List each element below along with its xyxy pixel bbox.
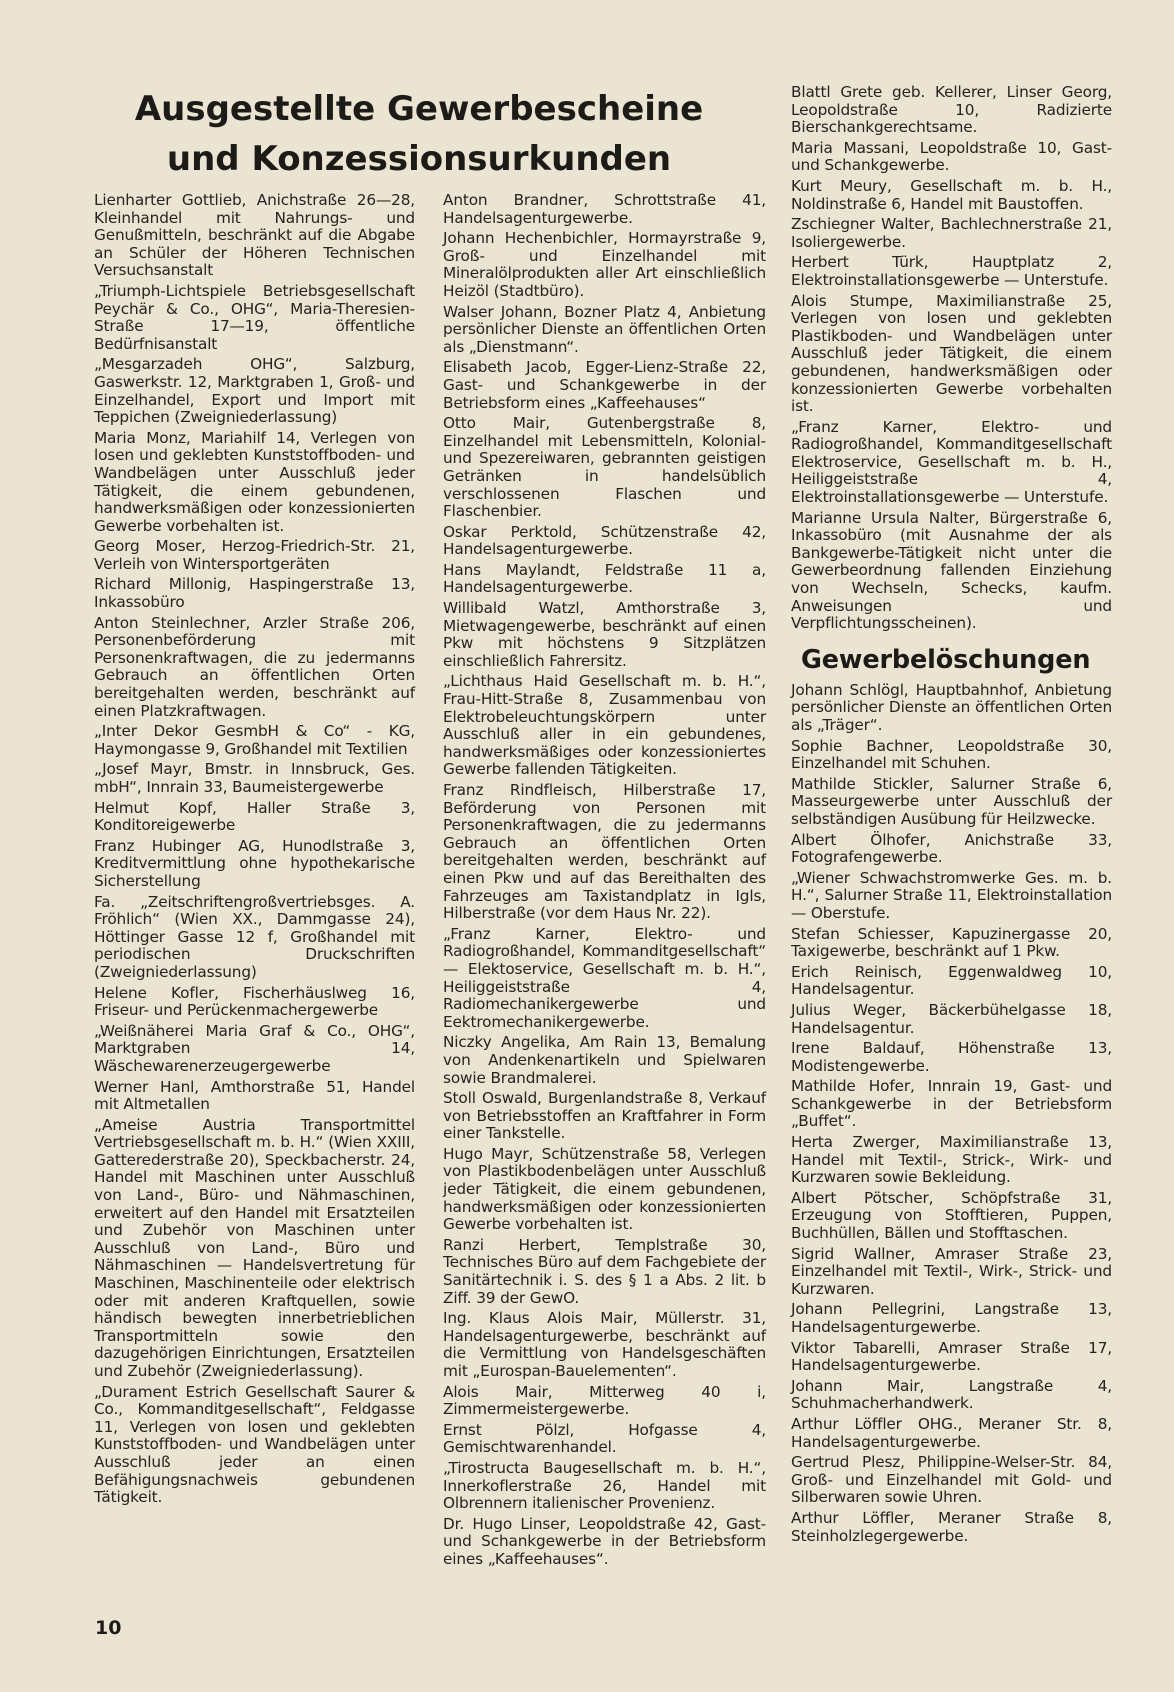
license-entry: Albert Ölhofer, Anichstraße 33, Fotografengewerbe.: [791, 830, 1112, 867]
title-line-2: und Konzessionsurkunden: [166, 139, 672, 179]
license-entry: „Mesgarzadeh OHG“, Salzburg, Gaswerkstr. 12, Marktgraben 1, Groß- und Einzelhandel, Export und Import mit Teppichen (Zweigniederlassung): [94, 355, 415, 427]
license-entry: Werner Hanl, Amthorstraße 51, Handel mit Altmetallen: [94, 1077, 415, 1114]
license-entry: Ing. Klaus Alois Mair, Müllerstr. 31, Handelsagenturgewerbe, beschränkt auf die Vermittlung von Handelsgeschäften mit „Eurospan-Bauelementen“.: [443, 1309, 766, 1380]
license-entry: „Josef Mayr, Bmstr. in Innsbruck, Ges. mbH“, Innrain 33, Baumeistergewerbe: [94, 760, 415, 796]
license-entry: Herta Zwerger, Maximilianstraße 13, Handel mit Textil-, Strick-, Wirk- und Kurzwaren sowie Bekleidung.: [791, 1133, 1112, 1187]
license-entry: Dr. Hugo Linser, Leopoldstraße 42, Gast- und Schankgewerbe in der Betriebsform eines „Kaffeehauses“.: [443, 1514, 766, 1568]
license-entry: „Ameise Austria Transportmittel Vertriebsgesellschaft m. b. H.“ (Wien XXIII, Gatterederstraße 20), Speckbacherstr. 24, Handel mit Maschinen unter Ausschluß von Land-, Büro- und Nähmaschinen, erweitert auf den Handel mit Ersatzteilen und Zubehör von Maschinen unter Ausschluß von Land-, Büro und Nähmaschinen — Handelsvertretung für Maschinen, Maschinenteile oder elektrisch oder mit anderen Kraftquellen, sowie händisch bewegten innerbetrieblichen Transportmitteln sowie den dazugehörigen Einrichtungen, Ersatzteilen und Zubehör (Zweigniederlassung).: [94, 1115, 415, 1380]
license-entry: „Inter Dekor GesmbH & Co“ - KG, Haymongasse 9, Großhandel mit Textilien: [94, 722, 415, 758]
license-entry: Irene Baldauf, Höhenstraße 13, Modistengewerbe.: [791, 1039, 1112, 1075]
license-entry: Hans Maylandt, Feldstraße 11 a, Handelsagenturgewerbe.: [443, 560, 766, 597]
license-entry: Helene Kofler, Fischerhäuslweg 16, Friseur- und Perückenmachergewerbe: [94, 983, 415, 1020]
license-entry: „Durament Estrich Gesellschaft Saurer & Co., Kommanditgesellschaft“, Feldgasse 11, Verlegen von losen und geklebten Kunststoffboden- und Wandbelägen unter Ausschluß jeder an einen Befähigungsnachweis gebundenen Tätigkeit.: [94, 1382, 415, 1507]
license-entry: Marianne Ursula Nalter, Bürgerstraße 6, Inkassobüro (mit Ausnahme der als Bankgewerbe-Tätigkeit nicht unter die Gewerbeordnung fallenden Einziehung von Wechseln, Schecks, kaufm. Anweisungen und Verpflichtungsscheinen).: [791, 508, 1112, 633]
license-entry: Ernst Pölzl, Hofgasse 4, Gemischtwarenhandel.: [443, 1420, 766, 1457]
license-entry: Franz Hubinger AG, Hunodlstraße 3, Kreditvermittlung ohne hypothekarische Sicherstellung: [94, 836, 415, 890]
license-entry: Stefan Schiesser, Kapuzinergasse 20, Taxigewerbe, beschränkt auf 1 Pkw.: [791, 924, 1112, 961]
license-entry: Anton Brandner, Schrottstraße 41, Handelsagenturgewerbe.: [443, 191, 766, 227]
license-entry: Hugo Mayr, Schützenstraße 58, Verlegen von Plastikbodenbelägen unter Ausschluß jeder Tätigkeit, die einem gebundenen, handwerksmäßigen oder konzessionierten Gewerbe vorbehalten ist.: [443, 1144, 766, 1234]
column-middle: [443, 192, 766, 1572]
license-entry: Sigrid Wallner, Amraser Straße 23, Einzelhandel mit Textil-, Wirk-, Strick- und Kurzwaren.: [791, 1244, 1112, 1298]
license-entry: „Weißnäherei Maria Graf & Co., OHG“, Marktgraben 14, Wäschewarenerzeugergewerbe: [94, 1021, 415, 1075]
license-entry: Maria Massani, Leopoldstraße 10, Gast- und Schankgewerbe.: [791, 138, 1112, 175]
license-entry: Fa. „Zeitschriftengroßvertriebsges. A. Fröhlich“ (Wien XX., Dammgasse 24), Höttinger Gasse 12 f, Großhandel mit periodischen Druckschriften (Zweigniederlassung): [94, 892, 415, 981]
license-entry: Arthur Löffler OHG., Meraner Str. 8, Handelsagenturgewerbe.: [791, 1414, 1112, 1451]
license-entry: Johann Hechenbichler, Hormayrstraße 9, Groß- und Einzelhandel mit Mineralölprodukten aller Art einschließlich Heizöl (Stadtbüro).: [443, 229, 766, 300]
column-right-issued-list: [791, 84, 1112, 633]
license-entry: Richard Millonig, Haspingerstraße 13, Inkassobüro: [94, 575, 415, 612]
column-right: [791, 84, 1112, 1548]
license-entry: Niczky Angelika, Am Rain 13, Bemalung von Andenkenartikeln und Spielwaren sowie Brandmalerei.: [443, 1033, 766, 1087]
license-entry: Ranzi Herbert, Templstraße 30, Technisches Büro auf dem Fachgebiete der Sanitärtechnik i. S. des § 1 a Abs. 2 lit. b Ziff. 39 der GewO.: [443, 1235, 766, 1307]
license-entry: Georg Moser, Herzog-Friedrich-Str. 21, Verleih von Wintersportgeräten: [94, 537, 415, 573]
license-entry: Viktor Tabarelli, Amraser Straße 17, Handelsagenturgewerbe.: [791, 1338, 1112, 1375]
license-entry: Albert Pötscher, Schöpfstraße 31, Erzeugung von Stofftieren, Puppen, Buchhüllen, Bällen und Stofftaschen.: [791, 1188, 1112, 1243]
license-entry: Anton Steinlechner, Arzler Straße 206, Personenbeförderung mit Personenkraftwagen, die zu jedermanns Gebrauch an öffentlichen Orten bereitgehalten werden, beschränkt auf einen Platzkraftwagen.: [94, 613, 415, 720]
license-entry: „Triumph-Lichtspiele Betriebsgesellschaft Peychär & Co., OHG“, Maria-Theresien-Straße 17—19, öffentliche Bedürfnisanstalt: [94, 281, 415, 353]
license-entry: Alois Mair, Mitterweg 40 i, Zimmermeistergewerbe.: [443, 1382, 766, 1419]
license-entry: Oskar Perktold, Schützenstraße 42, Handelsagenturgewerbe.: [443, 522, 766, 559]
license-entry: Erich Reinisch, Eggenwaldweg 10, Handelsagentur.: [791, 962, 1112, 999]
license-entry: „Wiener Schwachstromwerke Ges. m. b. H.“, Salurner Straße 11, Elektroinstallation — Oberstufe.: [791, 868, 1112, 922]
license-entry: Zschiegner Walter, Bachlechnerstraße 21, Isoliergewerbe.: [791, 215, 1112, 251]
license-entry: Alois Stumpe, Maximilianstraße 25, Verlegen von losen und geklebten Plastikboden- und Wandbelägen unter Ausschluß jeder Tätigkeit, die einem gebundenen, handwerksmäßigen oder konzessionierten Gewerbe vorbehalten ist.: [791, 291, 1112, 416]
license-entry: Blattl Grete geb. Kellerer, Linser Georg, Leopoldstraße 10, Radizierte Bierschankgerechtsame.: [791, 83, 1112, 137]
license-entry: Walser Johann, Bozner Platz 4, Anbietung persönlicher Dienste an öffentlichen Orten als „Dienstmann“.: [443, 302, 766, 356]
license-entry: Elisabeth Jacob, Egger-Lienz-Straße 22, Gast- und Schankgewerbe in der Betriebsform eines „Kaffeehauses“: [443, 358, 766, 412]
license-entry: Mathilde Stickler, Salurner Straße 6, Masseurgewerbe unter Ausschluß der selbständigen Ausübung für Heilzwecke.: [791, 774, 1112, 828]
column-right-deletions-list: [791, 682, 1112, 1545]
license-entry: Maria Monz, Mariahilf 14, Verlegen von losen und geklebten Kunststoffboden- und Wandbelägen unter Ausschluß jeder Tätigkeit, die einem gebundenen, handwerksmäßigen oder konzessionierten Gewerbe vorbehalten ist.: [94, 428, 415, 535]
license-entry: Gertrud Plesz, Philippine-Welser-Str. 84, Groß- und Einzelhandel mit Gold- und Silberwaren sowie Uhren.: [791, 1453, 1112, 1507]
license-entry: Julius Weger, Bäckerbühelgasse 18, Handelsagentur.: [791, 1000, 1112, 1037]
license-entry: Arthur Löffler, Meraner Straße 8, Steinholzlegergewerbe.: [791, 1508, 1112, 1545]
license-entry: „Franz Karner, Elektro- und Radiogroßhandel, Kommanditgesellschaft Elektroservice, Gesellschaft m. b. H., Heiliggeiststraße 4, Elektroinstallationsgewerbe — Unterstufe.: [791, 417, 1112, 507]
page-title: [94, 84, 744, 184]
license-entry: Johann Pellegrini, Langstraße 13, Handelsagenturgewerbe.: [791, 1300, 1112, 1336]
license-entry: Lienharter Gottlieb, Anichstraße 26—28, Kleinhandel mit Nahrungs- und Genußmitteln, beschränkt auf die Abgabe an Schüler der Höheren Technischen Versuchsanstalt: [94, 191, 415, 280]
license-entry: „Tirostructa Baugesellschaft m. b. H.“, Innerkoflerstraße 26, Handel mit Olbrennern italienischer Provenienz.: [443, 1458, 766, 1513]
license-entry: Stoll Oswald, Burgenlandstraße 8, Verkauf von Betriebsstoffen an Kraftfahrer in Form einer Tankstelle.: [443, 1089, 766, 1143]
license-entry: Mathilde Hofer, Innrain 19, Gast- und Schankgewerbe in der Betriebsform „Buffet“.: [791, 1077, 1112, 1131]
license-entry: Willibald Watzl, Amthorstraße 3, Mietwagengewerbe, beschränkt auf einen Pkw mit höchstens 9 Sitzplätzen einschließlich Fahrersitz.: [443, 599, 766, 670]
license-entry: Otto Mair, Gutenbergstraße 8, Einzelhandel mit Lebensmitteln, Kolonial- und Spezereiwaren, gebrannten geistigen Getränken in handelsüblich verschlossenen Flaschen und Flaschenbier.: [443, 414, 766, 521]
license-entry: „Franz Karner, Elektro- und Radiogroßhandel, Kommanditgesellschaft“ — Elektoservice, Gesellschaft m. b. H.“, Heiliggeiststraße 4, Radiomechanikergewerbe und Eektromechanikergewerbe.: [443, 924, 766, 1031]
license-entry: Helmut Kopf, Haller Straße 3, Konditoreigewerbe: [94, 798, 415, 835]
license-entry: Sophie Bachner, Leopoldstraße 30, Einzelhandel mit Schuhen.: [791, 736, 1112, 773]
title-line-1: Ausgestellte Gewerbescheine: [134, 89, 704, 129]
license-entry: Franz Rindfleisch, Hilberstraße 17, Beförderung von Personen mit Personenkraftwagen, die zu jedermanns Gebrauch an öffentlichen Orten bereitgehalten werden, beschränkt auf einen Pkw und auf das Bereithalten des Fahrzeuges am Taxistandplatz in Igls, Hilberstraße (vor dem Haus Nr. 22).: [443, 781, 766, 923]
license-entry: Herbert Türk, Hauptplatz 2, Elektroinstallationsgewerbe — Unterstufe.: [791, 253, 1112, 289]
license-entry: Kurt Meury, Gesellschaft m. b. H., Noldinstraße 6, Handel mit Baustoffen.: [791, 176, 1112, 213]
section-heading-deletions: Gewerbelöschungen: [801, 644, 1091, 675]
license-entry: „Lichthaus Haid Gesellschaft m. b. H.“, Frau-Hitt-Straße 8, Zusammenbau von Elektrobeleuchtungskörpern unter Ausschluß aller in ein gebundenes, handwerksmäßiges oder konzessioniertes Gewerbe fallenden Tätigkeiten.: [443, 672, 766, 779]
license-entry: Johann Mair, Langstraße 4, Schuhmacherhandwerk.: [791, 1376, 1112, 1413]
license-entry: Johann Schlögl, Hauptbahnhof, Anbietung persönlicher Dienste an öffentlichen Orten als „Träger“.: [791, 680, 1112, 734]
page-number: 10: [95, 1617, 122, 1639]
column-left: [94, 192, 415, 1510]
